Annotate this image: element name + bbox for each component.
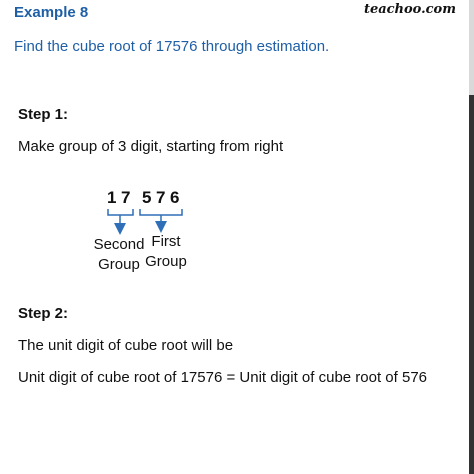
step1-instruction: Make group of 3 digit, starting from right bbox=[18, 138, 284, 155]
step2-line2: Unit digit of cube root of 17576 = Unit digit of cube root of 576 bbox=[18, 369, 428, 386]
digit-2: 7 bbox=[121, 188, 131, 207]
digit-1: 1 bbox=[107, 188, 117, 207]
digit-3: 5 bbox=[142, 188, 152, 207]
first-group-bracket bbox=[140, 209, 182, 215]
first-group-label bbox=[142, 232, 190, 272]
step2-heading: Step 2: bbox=[18, 305, 69, 322]
second-group-label bbox=[92, 235, 146, 275]
digit-4: 7 bbox=[156, 188, 166, 207]
second-group-label-line1: Second bbox=[93, 236, 145, 253]
example-title: Example 8 bbox=[14, 4, 89, 21]
second-group-label-line2: Group bbox=[98, 256, 140, 273]
brand-logo-text: teachoo.com bbox=[363, 2, 456, 17]
scrollbar-thumb[interactable] bbox=[469, 95, 474, 474]
second-group-bracket bbox=[108, 209, 133, 215]
digit-5: 6 bbox=[170, 188, 180, 207]
question-text: Find the cube root of 17576 through estimation. bbox=[14, 38, 330, 55]
first-group-label-line2: Group bbox=[145, 253, 187, 270]
first-group-label-line1: First bbox=[151, 233, 181, 250]
step1-heading: Step 1: bbox=[18, 106, 69, 123]
step2-line1: The unit digit of cube root will be bbox=[18, 337, 234, 354]
